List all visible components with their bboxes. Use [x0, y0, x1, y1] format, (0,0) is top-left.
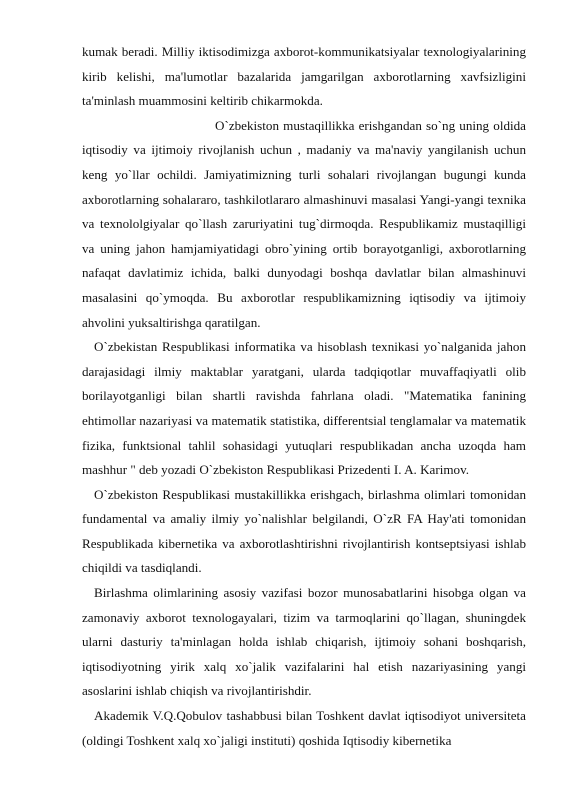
paragraph: O`zbekiston Respublikasi mustakillikka erishgach, birlashma olimlari tomonidan fundamental va amaliy ilmiy yo`nalishlar belgilandi, O`zR FA Hay'ati tomonidan Respublikada kibernetika va axborotlashtirishni rivojlantirish kontseptsiyasi ishlab chiqildi va tasdiqlandi.: [82, 486, 526, 576]
paragraph: Birlashma olimlarining asosiy vazifasi bozor munosabatlarini hisobga olgan va zamonaviy axborot texnologayalari, tizim va tarmoqlarini qo`llagan, shuningdek ularni dasturiy ta'minlagan holda ishlab chiqarish, ijtimoiy sohani boshqarish, iqtisodiyotning yirik xalq xo`jalik vazifalarini hal etish nazariyasining yangi asoslarini ishlab chiqish va rivojlantirishdir.: [82, 585, 526, 699]
paragraph: O`zbekiston mustaqillikka erishgandan so`ng uning oldida iqtisodiy va ijtimoiy rivojlanish uchun , madaniy va ma'naviy yangilanish uchun keng yo`llar ochildi. Jamiyatimizning turli sohalari rivojlangan bugungi kunda axborotlarning sohalararo, tashkilotlararo almashinuvi masalasi Yangi-yangi texnika va texnololgiyalar qo`llash zaruriyatini tug`dirmoqda. Respublikamiz mustaqilligi va uning jahon hamjamiyatidagi obro`yining ortib borayotganligi, axborotlarning nafaqat davlatimiz ichida, balki dunyodagi boshqa davlatlar bilan almashinuvi masalasini qo`ymoqda. Bu axborotlar respublikamizning iqtisodiy va ijtimoiy ahvolini yuksaltirishga qaratilgan.: [82, 117, 526, 330]
paragraph: kumak beradi. Milliy iktisodimizga axborot-kommunikatsiyalar texnologiyalarining kirib kelishi, ma'lumotlar bazalarida jamgarilgan axborotlarning xavfsizligini ta'minlash muammosini keltirib chikarmokda.: [82, 44, 526, 109]
paragraph: O`zbekistan Respublikasi informatika va hisoblash texnikasi yo`nalganida jahon darajasidagi ilmiy maktablar yaratgani, ularda tadqiqotlar muvaffaqiyatli olib borilayotganligi bilan shartli ravishda fahrlana oladi. "Matematika fanining ehtimollar nazariyasi va matematik statistika, differentsial tenglamalar va matematik fizika, funktsional tahlil sohasidagi yutuqlari respublikadan ancha uzoqda ham mashhur " deb yozadi O`zbekiston Respublikasi Prizedenti I. A. Karimov.: [82, 339, 526, 478]
paragraph: Akademik V.Q.Qobulov tashabbusi bilan Toshkent davlat iqtisodiyot universiteta (oldingi Toshkent xalq xo`jaligi instituti) qoshida Iqtisodiy kibernetika: [82, 708, 526, 748]
document-body: [82, 40, 526, 753]
